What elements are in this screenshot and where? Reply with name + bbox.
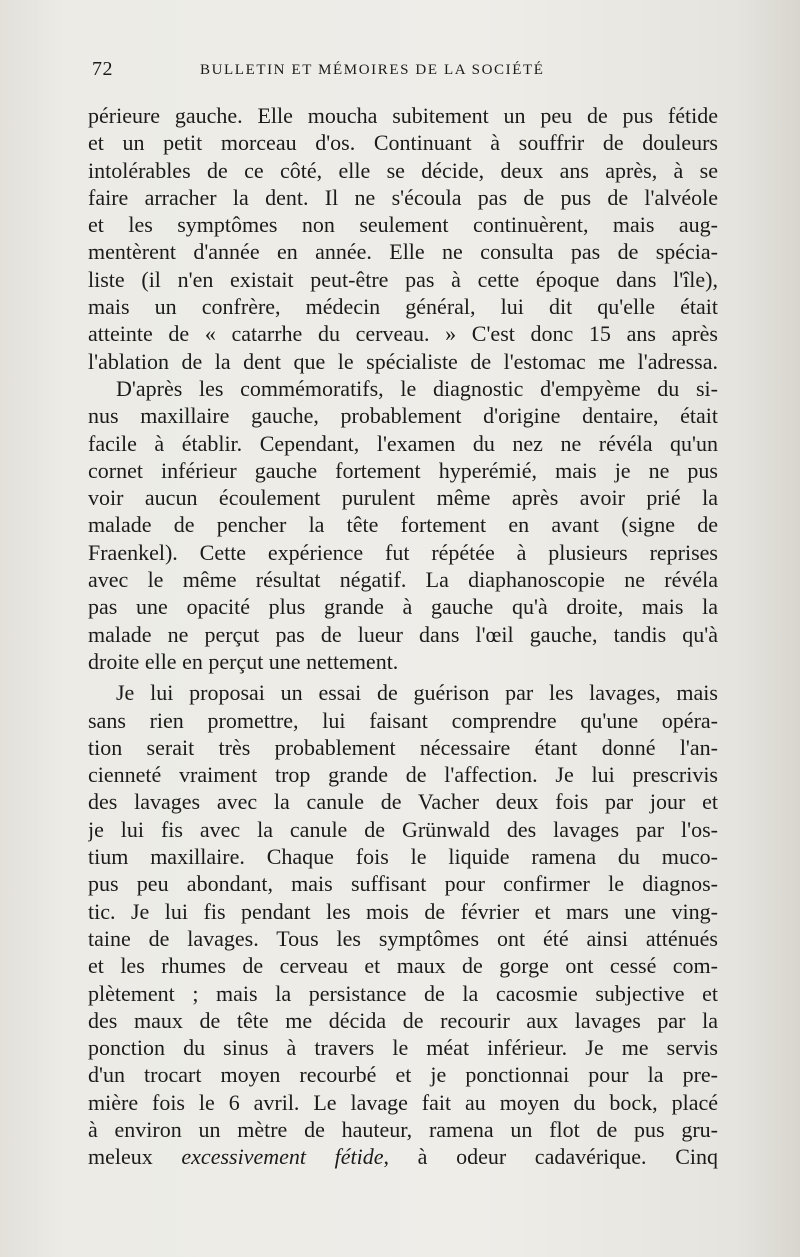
text-line: mais un confrère, médecin général, lui dit qu'elle était [88, 294, 718, 320]
text-line: malade ne perçut pas de lueur dans l'œil gauche, tandis qu'à [88, 621, 718, 647]
text-line: mentèrent d'année en année. Elle ne consulta pas de spécia- [88, 239, 718, 265]
text-line: nus maxillaire gauche, probablement d'origine dentaire, était [88, 403, 718, 429]
text-line: et les symptômes non seulement continuèrent, mais aug- [88, 212, 718, 238]
text-line: périeure gauche. Elle moucha subitement un peu de pus fétide [88, 103, 718, 128]
text-line: atteinte de « catarrhe du cerveau. » C'est donc 15 ans après [88, 321, 718, 347]
running-title: BULLETIN ET MÉMOIRES DE LA SOCIÉTÉ [200, 62, 545, 78]
text-line: voir aucun écoulement purulent même après avoir prié la [88, 485, 718, 511]
text-line: droite elle en perçut une nettement. [88, 648, 399, 674]
text-line: je lui fis avec la canule de Grünwald des lavages par l'os- [88, 816, 718, 842]
text-line: sans rien promettre, lui faisant comprendre qu'une opéra- [88, 707, 718, 733]
text-line-final [88, 1143, 718, 1170]
text-line: intolérables de ce côté, elle se décide, deux ans après, à se [88, 157, 718, 183]
body-text [88, 102, 718, 1171]
page-header [88, 58, 718, 84]
text-line: et les rhumes de cerveau et maux de gorge ont cessé com- [88, 953, 718, 979]
text-line: tic. Je lui fis pendant les mois de février et mars une ving- [88, 898, 718, 924]
text-segment: , à odeur cadavérique. Cinq [383, 1144, 718, 1170]
text-line: plètement ; mais la persistance de la cacosmie subjective et [88, 980, 718, 1006]
text-line: l'ablation de la dent que le spécialiste de l'estomac me l'adressa. [88, 348, 718, 374]
text-line: Je lui proposai un essai de guérison par les lavages, mais [116, 680, 718, 706]
text-line: malade de pencher la tête fortement en avant (signe de [88, 512, 718, 538]
text-line: faire arracher la dent. Il ne s'écoula pas de pus de l'alvéole [88, 184, 718, 210]
text-line: cornet inférieur gauche fortement hyperémié, mais je ne pus [88, 457, 718, 483]
page-number: 72 [92, 58, 113, 80]
text-line: tium maxillaire. Chaque fois le liquide ramena du muco- [88, 844, 718, 870]
italic-emphasis: excessivement fétide [181, 1144, 384, 1170]
text-line: pas une opacité plus grande à gauche qu'à droite, mais la [88, 594, 718, 620]
text-line: cienneté vraiment trop grande de l'affection. Je lui prescrivis [88, 762, 718, 788]
text-line: pus peu abondant, mais suffisant pour confirmer le diagnos- [88, 871, 718, 897]
text-line: des maux de tête me décida de recourir aux lavages par la [88, 1007, 718, 1033]
text-line: ponction du sinus à travers le méat inférieur. Je me servis [88, 1035, 718, 1061]
text-line: avec le même résultat négatif. La diaphanoscopie ne révéla [88, 567, 718, 593]
text-line: tion serait très probablement nécessaire étant donné l'an- [88, 734, 718, 760]
text-line: des lavages avec la canule de Vacher deux fois par jour et [88, 789, 718, 815]
text-line: taine de lavages. Tous les symptômes ont été ainsi atténués [88, 925, 718, 951]
text-segment: meleux [88, 1144, 182, 1170]
text-line: d'un trocart moyen recourbé et je ponctionnai pour la pre- [88, 1062, 718, 1088]
text-line: facile à établir. Cependant, l'examen du nez ne révéla qu'un [88, 430, 718, 456]
text-line: à environ un mètre de hauteur, ramena un flot de pus gru- [88, 1116, 718, 1142]
text-line: Fraenkel). Cette expérience fut répétée à plusieurs reprises [88, 539, 718, 565]
text-line: liste (il n'en existait peut-être pas à cette époque dans l'île), [88, 266, 718, 292]
text-line: D'après les commémoratifs, le diagnostic d'empyème du si- [116, 375, 718, 401]
text-line: mière fois le 6 avril. Le lavage fait au moyen du bock, placé [88, 1089, 718, 1115]
text-line: et un petit morceau d'os. Continuant à souffrir de douleurs [88, 130, 718, 156]
